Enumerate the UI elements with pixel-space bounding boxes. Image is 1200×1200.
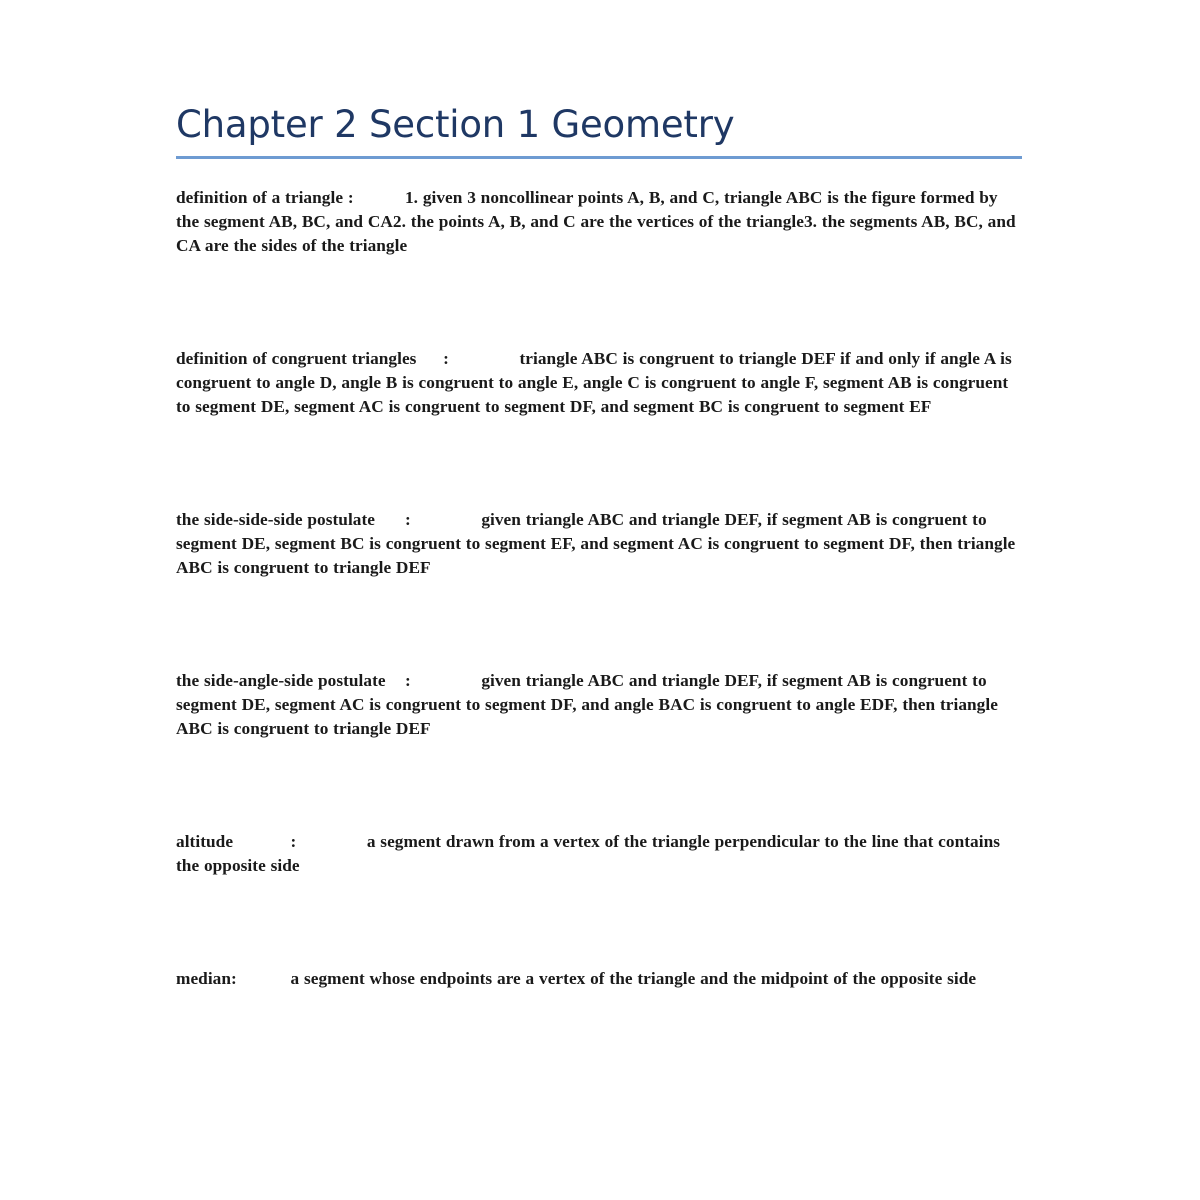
definition-list <box>176 186 1022 990</box>
definition-entry: the side-angle-side postulate : given triangle ABC and triangle DEF, if segment AB is congruent to segment DE, segment AC is congruent to segment DF, and angle BAC is congruent to angle EDF, then triangle ABC is congruent to triangle DEF <box>176 671 1002 738</box>
definition-entry: the side-side-side postulate : given triangle ABC and triangle DEF, if segment AB is congruent to segment DE, segment BC is congruent to segment EF, and segment AC is congruent to segment DF, then triangle ABC is congruent to triangle DEF <box>176 510 1020 578</box>
definition-entry: median: a segment whose endpoints are a vertex of the triangle and the midpoint of the opposite side <box>176 968 977 988</box>
document-body <box>176 104 1022 991</box>
title-underline-rule <box>176 156 1022 159</box>
definition-entry: definition of a triangle : 1. given 3 noncollinear points A, B, and C, triangle ABC is the figure formed by the segment AB, BC, and CA2. the points A, B, and C are the vertices of the triangle3. the segments AB, BC, and CA are the sides of the triangle <box>176 188 1021 256</box>
page-title: Chapter 2 Section 1 Geometry <box>176 103 735 146</box>
definition-entry: definition of congruent triangles : triangle ABC is congruent to triangle DEF if and only if angle A is congruent to angle D, angle B is congruent to angle E, angle C is congruent to angle F, segment AB is congruent to segment DE, segment AC is congruent to segment DF, and segment BC is congruent to segment EF <box>176 349 1017 417</box>
definition-entry: altitude : a segment drawn from a vertex of the triangle perpendicular to the line that contains the opposite side <box>176 831 1005 875</box>
